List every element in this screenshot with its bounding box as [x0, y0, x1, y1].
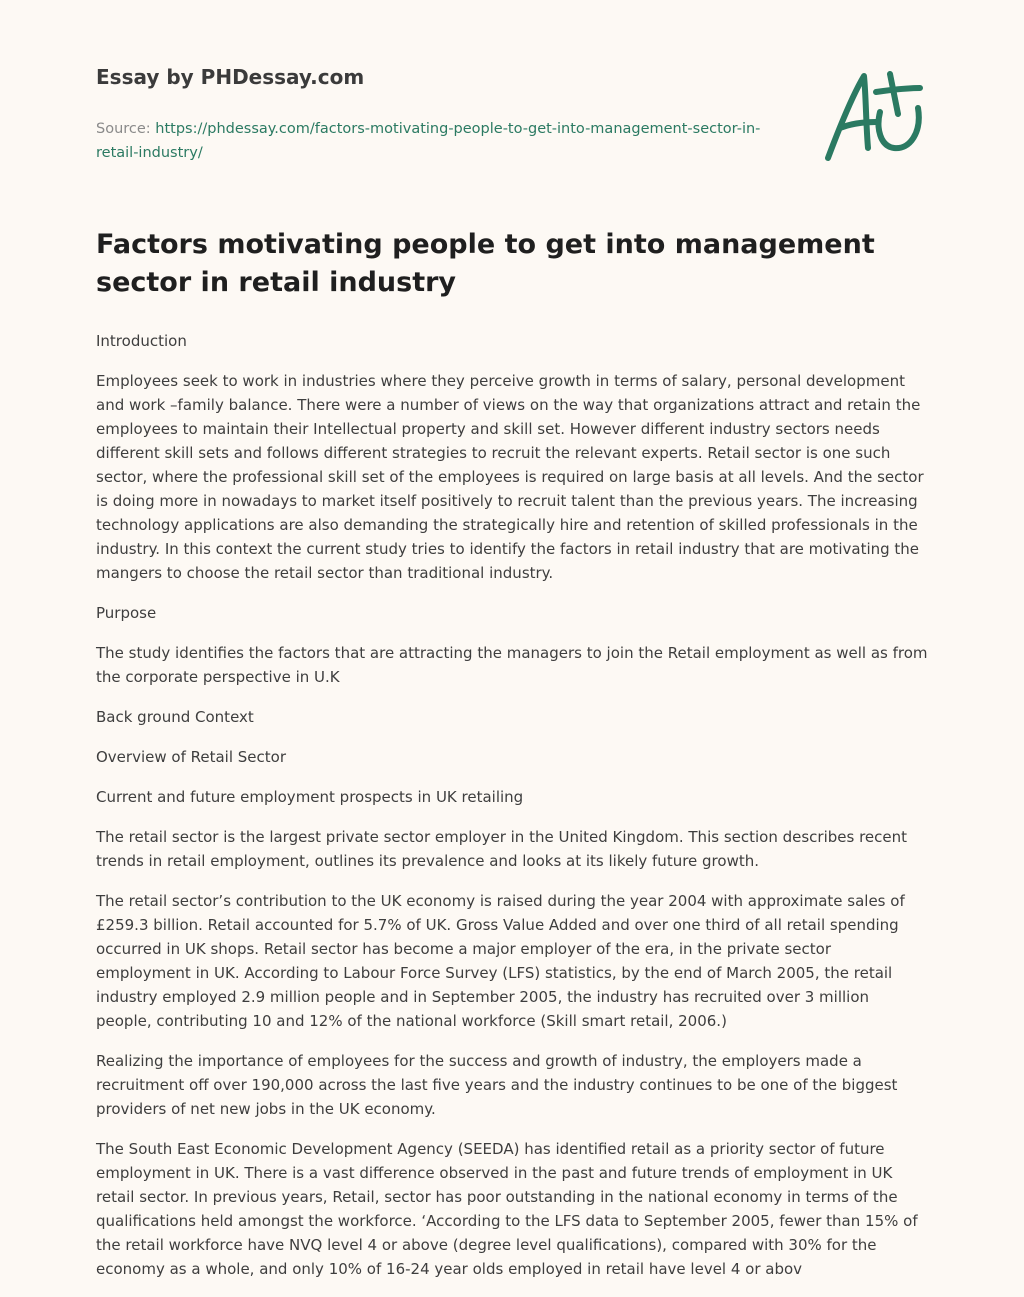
- paragraph: The retail sector’s contribution to the UK economy is raised during the year 2004 with approximate sales of £259.3 billion. Retail accounted for 5.7% of UK. Gross Value Added and over one third of all retail spending occurred in UK shops. Retail sector has become a major employer of the era, in the private sector employment in UK. According to Labour Force Survey (LFS) statistics, by the end of March 2005, the retail industry employed 2.9 million people and in September 2005, the industry has recruited over 3 million people, contributing 10 and 12% of the national workforce (Skill smart retail, 2006.): [96, 892, 905, 1030]
- paragraph: Introduction: [96, 332, 187, 350]
- site-title: Essay by PHDessay.com: [96, 65, 365, 89]
- source-line: [96, 117, 796, 165]
- article-title: Factors motivating people to get into management sector in retail industry: [96, 229, 875, 298]
- paragraph: Current and future employment prospects in UK retailing: [96, 788, 524, 806]
- source-link[interactable]: https://phdessay.com/factors-motivating-people-to-get-into-management-sector-in-retail-industry/: [96, 121, 761, 161]
- paragraph: The retail sector is the largest private sector employer in the United Kingdom. This section describes recent trends in retail employment, outlines its prevalence and looks at its likely future growth.: [96, 828, 908, 870]
- article: [96, 226, 928, 1297]
- source-label: Source:: [96, 121, 151, 137]
- paragraph: Overview of Retail Sector: [96, 748, 286, 766]
- paragraph: Realizing the importance of employees for the success and growth of industry, the employers made a recruitment off over 190,000 across the last five years and the industry continues to be one of the biggest providers of net new jobs in the UK economy.: [96, 1052, 898, 1118]
- paragraph: Back ground Context: [96, 708, 254, 726]
- paragraph: The study identifies the factors that are attracting the managers to join the Retail employment as well as from the corporate perspective in U.K: [96, 644, 928, 686]
- page-header: [96, 62, 796, 165]
- a-plus-logo-icon: [818, 66, 930, 166]
- paragraph: Employees seek to work in industries where they perceive growth in terms of salary, personal development and work –family balance. There were a number of views on the way that organizations attract and retain the employees to maintain their Intellectual property and skill set. However different industry sectors needs different skill sets and follows different strategies to recruit the relevant experts. Retail sector is one such sector, where the professional skill set of the employees is required on large basis at all levels. And the sector is doing more in nowadays to market itself positively to recruit talent than the previous years. The increasing technology applications are also demanding the strategically hire and retention of skilled professionals in the industry. In this context the current study tries to identify the factors in retail industry that are motivating the mangers to choose the retail sector than traditional industry.: [96, 372, 924, 582]
- paragraph: The South East Economic Development Agency (SEEDA) has identified retail as a priority sector of future employment in UK. There is a vast difference observed in the past and future trends of employment in UK retail sector. In previous years, Retail, sector has poor outstanding in the national economy in terms of the qualifications held amongst the workforce. ‘According to the LFS data to September 2005, fewer than 15% of the retail workforce have NVQ level 4 or above (degree level qualifications), compared with 30% for the economy as a whole, and only 10% of 16-24 year olds employed in retail have level 4 or abov: [96, 1140, 918, 1278]
- paragraph: Purpose: [96, 604, 157, 622]
- a-plus-logo: [818, 66, 930, 166]
